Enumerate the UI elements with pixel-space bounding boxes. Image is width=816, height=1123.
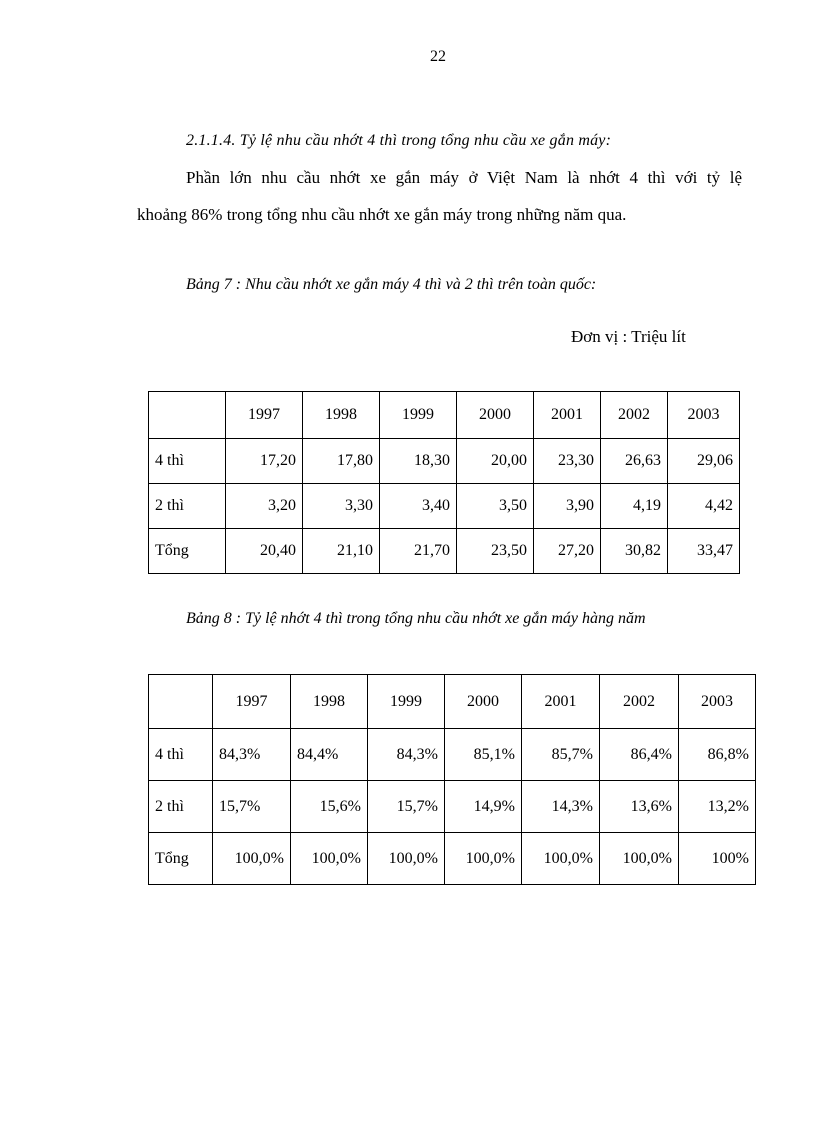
table8-row-label: 2 thì xyxy=(149,781,213,833)
table7-cell: 3,30 xyxy=(303,484,380,529)
table8-cell: 13,6% xyxy=(600,781,679,833)
table7-cell: 3,20 xyxy=(226,484,303,529)
table8-cell: 84,3% xyxy=(213,729,291,781)
table8-header-row xyxy=(149,675,756,729)
page-number: 22 xyxy=(430,48,446,65)
table7-year-header: 2002 xyxy=(601,392,668,439)
table8-cell: 15,6% xyxy=(291,781,368,833)
table7-cell: 4,19 xyxy=(601,484,668,529)
table7-cell: 4,42 xyxy=(668,484,740,529)
table8-year-header: 2000 xyxy=(445,675,522,729)
table8-cell: 84,4% xyxy=(291,729,368,781)
table8-cell: 86,8% xyxy=(679,729,756,781)
table8-cell: 100,0% xyxy=(445,833,522,885)
table8-cell: 100,0% xyxy=(600,833,679,885)
table8-year-header: 2001 xyxy=(522,675,600,729)
table7-year-header: 2003 xyxy=(668,392,740,439)
table8-row-label: Tổng xyxy=(149,833,213,885)
table-row xyxy=(149,781,756,833)
table8 xyxy=(148,674,756,885)
table7-cell: 26,63 xyxy=(601,439,668,484)
table7-header-row xyxy=(149,392,740,439)
table8-caption: Bảng 8 : Tỷ lệ nhớt 4 thì trong tổng nhu cầu nhớt xe gắn máy hàng năm xyxy=(186,610,646,627)
table7-year-header: 1997 xyxy=(226,392,303,439)
table8-cell: 13,2% xyxy=(679,781,756,833)
table8-cell: 14,9% xyxy=(445,781,522,833)
table8-cell: 100,0% xyxy=(291,833,368,885)
table7-cell: 27,20 xyxy=(534,529,601,574)
table8-year-header: 2003 xyxy=(679,675,756,729)
table8-cell: 86,4% xyxy=(600,729,679,781)
table7-cell: 29,06 xyxy=(668,439,740,484)
table8-year-header: 1999 xyxy=(368,675,445,729)
table8-cell: 15,7% xyxy=(368,781,445,833)
table8-year-header: 1998 xyxy=(291,675,368,729)
table8-cell: 85,1% xyxy=(445,729,522,781)
table7-row-label: 2 thì xyxy=(149,484,226,529)
table7-cell: 30,82 xyxy=(601,529,668,574)
table7-row-label: Tổng xyxy=(149,529,226,574)
table-row xyxy=(149,529,740,574)
table7-unit: Đơn vị : Triệu lít xyxy=(571,327,686,346)
table7-year-header: 2001 xyxy=(534,392,601,439)
table8-corner-cell xyxy=(149,675,213,729)
table8-year-header: 1997 xyxy=(213,675,291,729)
section-heading: 2.1.1.4. Tỷ lệ nhu cầu nhớt 4 thì trong tổng nhu cầu xe gắn máy: xyxy=(186,132,612,149)
table7-cell: 17,20 xyxy=(226,439,303,484)
table7-year-header: 2000 xyxy=(457,392,534,439)
table8-year-header: 2002 xyxy=(600,675,679,729)
table7-cell: 3,50 xyxy=(457,484,534,529)
table8-cell: 100% xyxy=(679,833,756,885)
table8-cell: 84,3% xyxy=(368,729,445,781)
paragraph-line-2: khoảng 86% trong tổng nhu cầu nhớt xe gắn máy trong những năm qua. xyxy=(137,205,627,224)
table7-year-header: 1998 xyxy=(303,392,380,439)
table7-cell: 20,40 xyxy=(226,529,303,574)
table-row xyxy=(149,729,756,781)
table8-cell: 100,0% xyxy=(522,833,600,885)
table8-row-label: 4 thì xyxy=(149,729,213,781)
table7-cell: 21,10 xyxy=(303,529,380,574)
table7-cell: 33,47 xyxy=(668,529,740,574)
table8-cell: 100,0% xyxy=(213,833,291,885)
table-row xyxy=(149,439,740,484)
table8-cell: 100,0% xyxy=(368,833,445,885)
table7-cell: 3,90 xyxy=(534,484,601,529)
table-row xyxy=(149,833,756,885)
paragraph-line-1: Phần lớn nhu cầu nhớt xe gắn máy ở Việt Nam là nhớt 4 thì với tỷ lệ xyxy=(186,168,742,187)
table7-cell: 23,30 xyxy=(534,439,601,484)
table7-cell: 23,50 xyxy=(457,529,534,574)
table8-cell: 14,3% xyxy=(522,781,600,833)
table7-year-header: 1999 xyxy=(380,392,457,439)
table8-cell: 15,7% xyxy=(213,781,291,833)
table-row xyxy=(149,484,740,529)
table7-cell: 17,80 xyxy=(303,439,380,484)
table7-cell: 20,00 xyxy=(457,439,534,484)
table7-cell: 3,40 xyxy=(380,484,457,529)
table7 xyxy=(148,391,740,574)
table8-cell: 85,7% xyxy=(522,729,600,781)
table7-cell: 18,30 xyxy=(380,439,457,484)
table7-row-label: 4 thì xyxy=(149,439,226,484)
table7-corner-cell xyxy=(149,392,226,439)
table7-caption: Bảng 7 : Nhu cầu nhớt xe gắn máy 4 thì và 2 thì trên toàn quốc: xyxy=(186,276,597,293)
table7-cell: 21,70 xyxy=(380,529,457,574)
